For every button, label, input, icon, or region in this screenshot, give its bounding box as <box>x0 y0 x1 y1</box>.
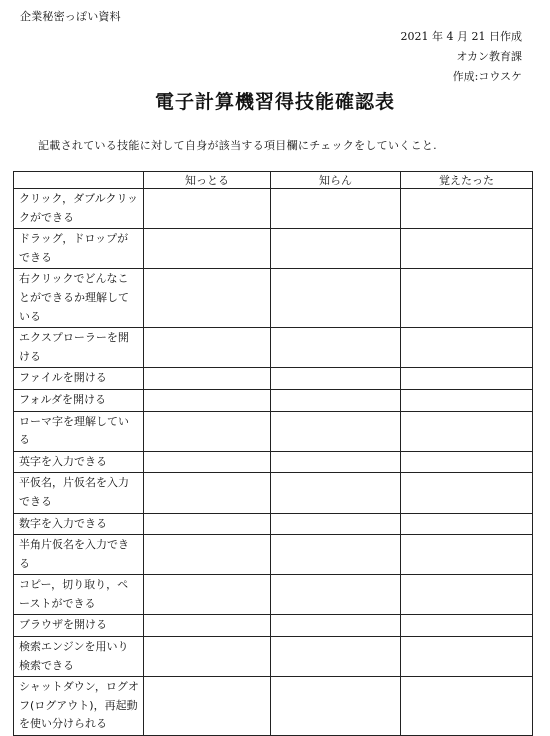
skill-label: フォルダを開ける <box>14 389 144 411</box>
check-cell-dont-know[interactable] <box>271 637 401 677</box>
check-cell-know[interactable] <box>144 513 271 535</box>
table-row <box>14 411 533 451</box>
check-cell-dont-know[interactable] <box>271 189 401 229</box>
skill-label: 英字を入力できる <box>14 451 144 473</box>
skill-label: シャットダウン，ログオフ(ログアウト)，再起動を使い分けられる <box>14 677 144 736</box>
check-cell-know[interactable] <box>144 411 271 451</box>
check-cell-dont-know[interactable] <box>271 328 401 368</box>
table-header-row <box>14 172 533 189</box>
skill-label: 右クリックでどんなことができるか理解している <box>14 269 144 328</box>
check-cell-know[interactable] <box>144 473 271 513</box>
check-cell-dont-know[interactable] <box>271 451 401 473</box>
check-cell-dont-know[interactable] <box>271 229 401 269</box>
table-row <box>14 451 533 473</box>
check-cell-dont-know[interactable] <box>271 535 401 575</box>
check-cell-learned[interactable] <box>401 389 533 411</box>
table-row <box>14 637 533 677</box>
check-cell-learned[interactable] <box>401 637 533 677</box>
table-row <box>14 677 533 736</box>
document-meta <box>401 27 522 87</box>
check-cell-dont-know[interactable] <box>271 575 401 615</box>
check-cell-learned[interactable] <box>401 473 533 513</box>
check-cell-dont-know[interactable] <box>271 513 401 535</box>
check-cell-learned[interactable] <box>401 411 533 451</box>
table-row <box>14 269 533 328</box>
table-row <box>14 615 533 637</box>
check-cell-learned[interactable] <box>401 535 533 575</box>
check-cell-know[interactable] <box>144 451 271 473</box>
skill-label: エクスプローラーを開ける <box>14 328 144 368</box>
document-title: 電子計算機習得技能確認表 <box>154 91 395 113</box>
table-row <box>14 473 533 513</box>
check-cell-learned[interactable] <box>401 451 533 473</box>
instruction-text: 記載されている技能に対して自身が該当する項目欄にチェックをしていくこと. <box>38 139 437 152</box>
skill-label: 平仮名，片仮名を入力できる <box>14 473 144 513</box>
skill-label: クリック，ダブルクリックができる <box>14 189 144 229</box>
check-cell-learned[interactable] <box>401 229 533 269</box>
table-row <box>14 535 533 575</box>
skill-label: 数字を入力できる <box>14 513 144 535</box>
check-cell-know[interactable] <box>144 229 271 269</box>
check-cell-know[interactable] <box>144 677 271 736</box>
table-row <box>14 368 533 390</box>
check-cell-learned[interactable] <box>401 189 533 229</box>
creation-date: 2021 年 4 月 21 日作成 <box>400 30 522 43</box>
skill-checklist-table <box>13 171 533 736</box>
table-row <box>14 229 533 269</box>
author: 作成:コウスケ <box>452 70 522 83</box>
check-cell-know[interactable] <box>144 575 271 615</box>
skill-label: 半角片仮名を入力できる <box>14 535 144 575</box>
header-know: 知っとる <box>144 172 271 189</box>
table-row <box>14 389 533 411</box>
header-learned: 覚えたった <box>401 172 533 189</box>
check-cell-know[interactable] <box>144 389 271 411</box>
check-cell-learned[interactable] <box>401 328 533 368</box>
skill-label: コピー，切り取り，ペーストができる <box>14 575 144 615</box>
check-cell-learned[interactable] <box>401 269 533 328</box>
skill-label: ファイルを開ける <box>14 368 144 390</box>
header-skill <box>14 172 144 189</box>
skill-label: ドラッグ，ドロップができる <box>14 229 144 269</box>
check-cell-know[interactable] <box>144 328 271 368</box>
check-cell-learned[interactable] <box>401 575 533 615</box>
skill-label: ブラウザを開ける <box>14 615 144 637</box>
check-cell-know[interactable] <box>144 637 271 677</box>
check-cell-dont-know[interactable] <box>271 389 401 411</box>
check-cell-dont-know[interactable] <box>271 269 401 328</box>
table-row <box>14 189 533 229</box>
check-cell-know[interactable] <box>144 615 271 637</box>
check-cell-learned[interactable] <box>401 513 533 535</box>
skill-label: ローマ字を理解している <box>14 411 144 451</box>
check-cell-dont-know[interactable] <box>271 411 401 451</box>
skill-label: 検索エンジンを用いり検索できる <box>14 637 144 677</box>
check-cell-dont-know[interactable] <box>271 677 401 736</box>
table-row <box>14 575 533 615</box>
table-row <box>14 328 533 368</box>
check-cell-know[interactable] <box>144 368 271 390</box>
check-cell-know[interactable] <box>144 269 271 328</box>
check-cell-know[interactable] <box>144 189 271 229</box>
check-cell-dont-know[interactable] <box>271 368 401 390</box>
check-cell-dont-know[interactable] <box>271 473 401 513</box>
confidential-label: 企業秘密っぽい資料 <box>20 10 121 23</box>
check-cell-learned[interactable] <box>401 615 533 637</box>
header-dont-know: 知らん <box>271 172 401 189</box>
table-row <box>14 513 533 535</box>
department: オカン教育課 <box>456 50 522 63</box>
check-cell-dont-know[interactable] <box>271 615 401 637</box>
check-cell-learned[interactable] <box>401 368 533 390</box>
check-cell-know[interactable] <box>144 535 271 575</box>
check-cell-learned[interactable] <box>401 677 533 736</box>
